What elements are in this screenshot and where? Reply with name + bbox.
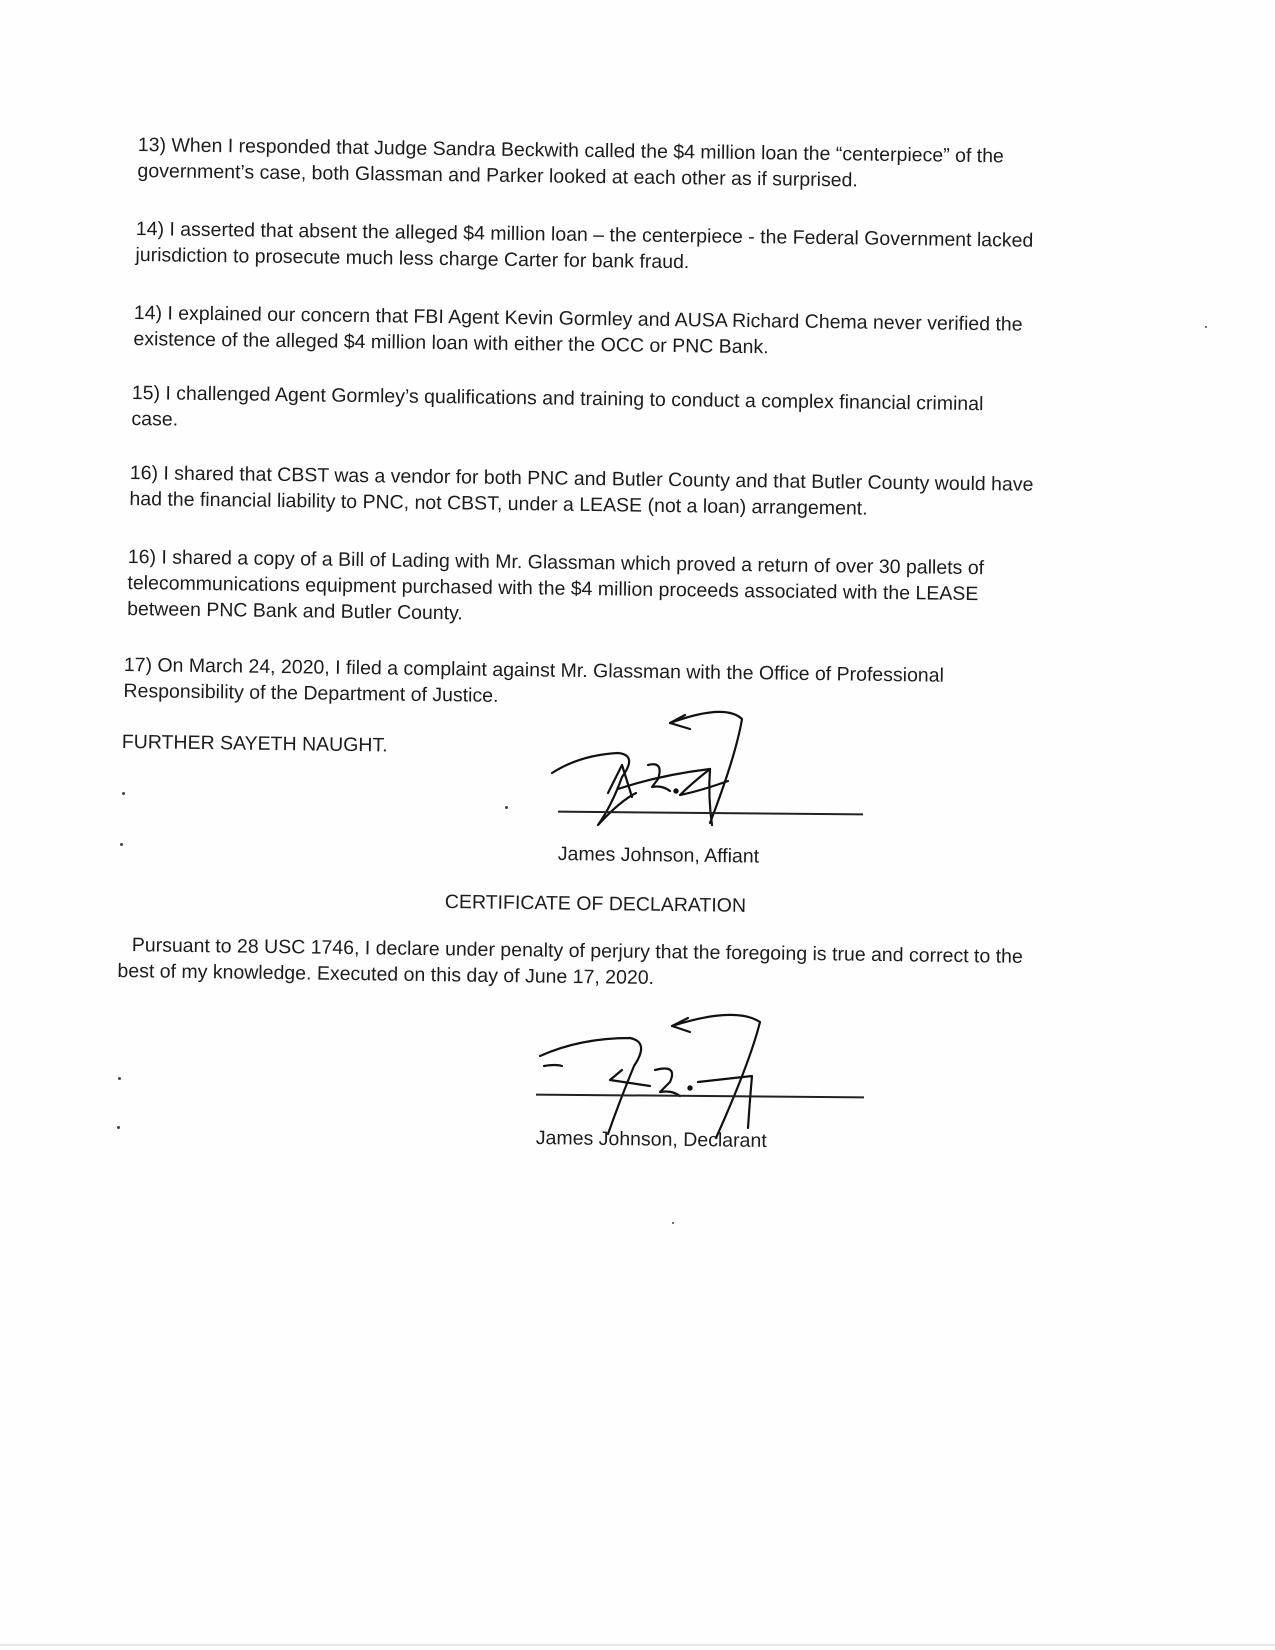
certificate-title: CERTIFICATE OF DECLARATION bbox=[444, 890, 747, 917]
scan-speck bbox=[120, 843, 123, 846]
affiant-signature bbox=[540, 705, 780, 855]
paragraph-13: 13) When I responded that Judge Sandra Beckwith called the $4 million loan the “centerpiece” of the government’s case, both Glassman and Parker looked at each other as if surprised. bbox=[137, 133, 1005, 192]
certificate-text: Pursuant to 28 USC 1746, I declare under penalty of perjury that the foregoing is true and correct to the best of my knowledge. Executed on this day of June 17, 2020. bbox=[117, 934, 1023, 990]
scan-speck bbox=[672, 1222, 674, 1224]
scan-speck bbox=[117, 1126, 120, 1129]
paragraph-16a: 16) I shared that CBST was a vendor for both PNC and Butler County and that Butler County would have had the financial liability to PNC, not CBST, under a LEASE (not a loan) arrangement. bbox=[129, 461, 1034, 520]
affiant-caption: James Johnson, Affiant bbox=[557, 842, 760, 868]
paragraph-17: 17) On March 24, 2020, I filed a complaint against Mr. Glassman with the Office of Professional Responsibility of the Department of Justice. bbox=[123, 653, 945, 707]
scan-edge bbox=[0, 1644, 1275, 1646]
paragraph-14b: 14) I explained our concern that FBI Agent Kevin Gormley and AUSA Richard Chema never verified the existence of the alleged $4 million loan with either the OCC or PNC Bank. bbox=[133, 301, 1023, 359]
closing-statement: FURTHER SAYETH NAUGHT. bbox=[121, 730, 388, 757]
paragraph-14a: 14) I asserted that absent the alleged $4 million loan – the centerpiece - the Federal Government lacked jurisdiction to prosecute much less charge Carter for bank fraud. bbox=[135, 217, 1034, 274]
scan-speck bbox=[505, 806, 508, 809]
declarant-caption: James Johnson, Declarant bbox=[535, 1126, 767, 1153]
paragraph-16b: 16) I shared a copy of a Bill of Lading with Mr. Glassman which proved a return of over 30 pallets of telecommunications equipment purchased with the $4 million proceeds associated with the LEASE between PNC Bank and Butler County. bbox=[127, 545, 985, 625]
scan-speck bbox=[1205, 326, 1207, 328]
scan-speck bbox=[122, 792, 125, 795]
paragraph-15: 15) I challenged Agent Gormley’s qualifications and training to conduct a complex financial criminal case. bbox=[131, 381, 984, 431]
scan-speck bbox=[118, 1077, 121, 1080]
